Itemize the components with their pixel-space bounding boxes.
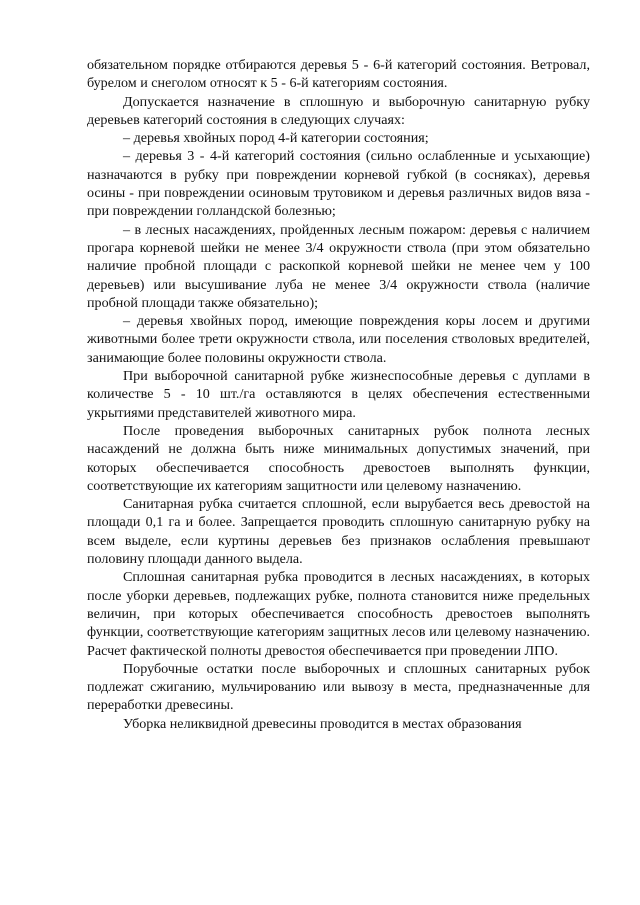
paragraph-density-minimum: После проведения выборочных санитарных рубок полнота лесных насаждений не должна быть ниже минимальных допустимых значений, при которых обеспечивается способность древостоев выполнять функции, соответствующие их категориям защитности или целевому назначению. xyxy=(87,422,590,494)
list-item-bark-damage: – деревья хвойных пород, имеющие повреждения коры лосем и другими животными более трети окружности ствола, или поселения стволовых вредителей, занимающие более половины окружности ствола. xyxy=(87,313,590,366)
paragraph-clear-cut-definition: Санитарная рубка считается сплошной, если вырубается весь древостой на площади 0,1 га и более. Запрещается проводить сплошную санитарную рубку на всем выделе, если куртины деревьев без признаков ослабления превышают половину площади данного выдела. xyxy=(87,496,590,568)
paragraph-clear-cut-conditions: Сплошная санитарная рубка проводится в лесных насаждениях, в которых после уборки деревьев, подлежащих рубке, полнота становится ниже предельных величин, при которых обеспечивается способность древостоев выполнять функции, соответствующие категориям защитных лесов или целевому назначению. Расчет фактической полноты древостоя обеспечивается при проведении ЛПО. xyxy=(87,569,590,659)
document-page xyxy=(87,56,590,733)
list-item-conifer-4th: – деревья хвойных пород 4-й категории состояния; xyxy=(123,130,429,147)
paragraph-allowed-cases: Допускается назначение в сплошную и выборочную санитарную рубку деревьев категорий состояния в следующих случаях: xyxy=(87,93,590,128)
paragraph-illiquid-wood: Уборка неликвидной древесины проводится в местах образования xyxy=(123,715,522,732)
paragraph-slash-disposal: Порубочные остатки после выборочных и сплошных санитарных рубок подлежат сжиганию, мульчированию или вывозу в места, предназначенные для переработки древесины. xyxy=(87,660,590,714)
paragraph-hollow-trees: При выборочной санитарной рубке жизнеспособные деревья с дуплами в количестве 5 - 10 шт./га оставляются в целях обеспечения естественными укрытиями представителей животного мира. xyxy=(87,368,590,421)
paragraph-selection-rule: обязательном порядке отбираются деревья 5 - 6-й категорий состояния. Ветровал, бурелом и снеголом относят к 5 - 6-й категориям состояния. xyxy=(87,57,590,92)
list-item-fire-damage: – в лесных насаждениях, пройденных лесным пожаром: деревья с наличием прогара корневой шейки не менее 3/4 окружности ствола (при этом обязательно наличие пробной площади с раскопкой корневой шейки не менее чем у 100 деревьев) или высушивание луба не менее 3/4 окружности ствола (наличие пробной площади также обязательно); xyxy=(87,221,590,311)
list-item-disease-damage: – деревья 3 - 4-й категорий состояния (сильно ослабленные и усыхающие) назначаются в рубку при повреждении корневой губкой (в сосняках), деревья осины - при повреждении осиновым трутовиком и деревья различных видов вяза - при повреждении голландской болезнью; xyxy=(87,148,590,220)
